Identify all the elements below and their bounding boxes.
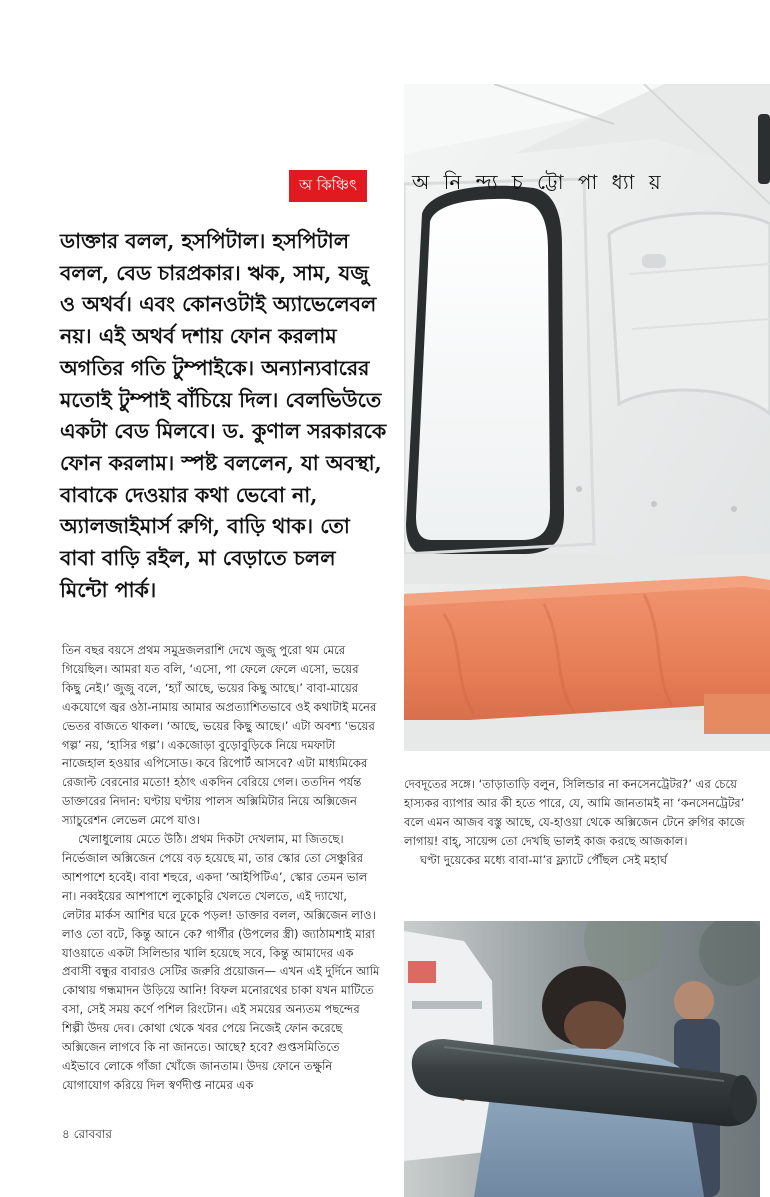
body-column-right bbox=[404, 775, 759, 870]
body-paragraph: তিন বছর বয়সে প্রথম সমুদ্রজলরাশি দেখে জুজু পুরো থম মেরে গিয়েছিল। আমরা যত বলি, ‘এসো, পা ফেলে ফেলে এসো, ভয়ের কিছু নেই।’ জুজু বলে, ‘হ্যাঁ আছে, ভয়ের কিছু আছে।’ বাবা-মায়ের একযোগে জ্বর ওঠা-নামায় আমার অপ্রত্যাশিতভাবে ওই কথাটাই মনের ভেতর বাজতে থাকল। ‘আছে, ভয়ের কিছু আছে।’ এটা অবশ্য ‘ভয়ের গল্প’ নয়, ‘হাসির গল্প’। একজোড়া বুড়োবুড়িকে নিয়ে দমফাটা নাজেহাল হওয়ার এপিসোড। কবে রিপোর্ট আসবে? এটা মাধ্যমিকের রেজাল্ট বেরনোর মতো! হঠাৎ একদিন বেরিয়ে গেল। ততদিন পর্যন্ত ডাক্তারের নিদান: ঘণ্টায় ঘণ্টায় পালস অক্সিমিটার নিয়ে অক্সিজেন স্যাচুরেশন লেভেল মেপে যাও। bbox=[62, 643, 377, 828]
column-tag: অ কিঞ্চিৎ bbox=[289, 170, 367, 202]
author-byline: অ নি ন্দ্য চ ট্টো পা ধ্যা য় bbox=[412, 170, 665, 194]
lead-paragraph: ডাক্তার বলল, হসপিটাল। হসপিটাল বলল, বেড চারপ্রকার। ঋক, সাম, যজু ও অথর্ব। এবং কোনওটাই অ্যাভেলেবল নয়। এই অথর্ব দশায় ফোন করলাম অগতির গতি টুম্পাইকে। অন্যান্যবারের মতোই টুম্পাই বাঁচিয়ে দিল। বেলভিউতে একটা বেড মিলবে। ড. কুণাল সরকারকে ফোন করলাম। স্পষ্ট বললেন, যা অবস্থা, বাবাকে দেওয়ার কথা ভেবো না, অ্যালজাইমার্স রুগি, বাড়ি থাক। তো বাবা বাড়ি রইল, মা বেড়াতে চলল মিন্টো পার্ক। bbox=[60, 229, 387, 602]
body-paragraph: দেবদূতের সঙ্গে। ‘তাড়াতাড়ি বলুন, সিলিন্ডার না কনসেনট্রেটর?’ এর চেয়ে হাস্যকর ব্যাপার আর কী হতে পারে, যে, আমি জানতামই না ‘কনসেনট্রেটর’ বলে এমন আজব বস্তু আছে, যে-হাওয়া থেকে অক্সিজেন টেনে রুগির কাজে লাগায়! বাহ্‌, সায়েন্স তো দেখছি ভালই কাজ করছে আজকাল। bbox=[404, 777, 745, 848]
body-paragraph: ঘণ্টা দুয়েকের মধ্যে বাবা-মা’র ফ্ল্যাটে পৌঁছল সেই মহার্ঘ bbox=[420, 852, 668, 867]
body-paragraph: খেলাধুলোয় মেতে উঠি। প্রথম দিকটা দেখলাম, মা জিতছে। নির্ভেজাল অক্সিজেন পেয়ে বড় হয়েছে মা, তার স্কোর তো সেঞ্চুরির আশপাশে হবেই। বাবা শহুরে, একদা ‘আইপিটিএ’, স্কোর তেমন ভাল না। নব্বইয়ের আশপাশে লুকোচুরি খেলতে খেলতে, এই দ্যাখো, লেটার মার্কস আশির ঘরে ঢুকে পড়ল! ডাক্তার বলল, অক্সিজেন লাও। লাও তো বটে, কিন্তু আনে কে? গার্গীর (উপলের স্ত্রী) জ্যাঠামশাই মারা যাওয়াতে একটা সিলিন্ডার খালি হয়েছে সবে, কিন্তু আমাদের এক প্রবাসী বন্ধুর বাবারও সেটির জরুরি প্রয়োজন— এখন এই দুর্দিনে আমি কোথায় গন্ধমাদন উড়িয়ে আনি! বিফল মনোরথের চাকা যখন মাটিতে বসা, সেই সময় কর্ণে পশিল রিংটোন। এই সময়ের অন্যতম পছন্দের শিল্পী উদয় দেব। কোথা থেকে খবর পেয়ে নিজেই ফোন করেছে অক্সিজেন লাগবে কি না জানতে। আছে? হবে? গুপ্তসমিতিতে এইভাবে লোকে গাঁজা খোঁজে জানতাম। উদয় ফোনে তক্ষুনি যোগাযোগ করিয়ে দিল স্বর্ণদীপ্ত নামের এক bbox=[62, 832, 380, 1092]
man-carrying-oxygen-cylinder-photo bbox=[404, 921, 760, 1197]
body-column-left bbox=[62, 641, 380, 1095]
page-folio: ৪ রোববার bbox=[62, 1127, 112, 1141]
